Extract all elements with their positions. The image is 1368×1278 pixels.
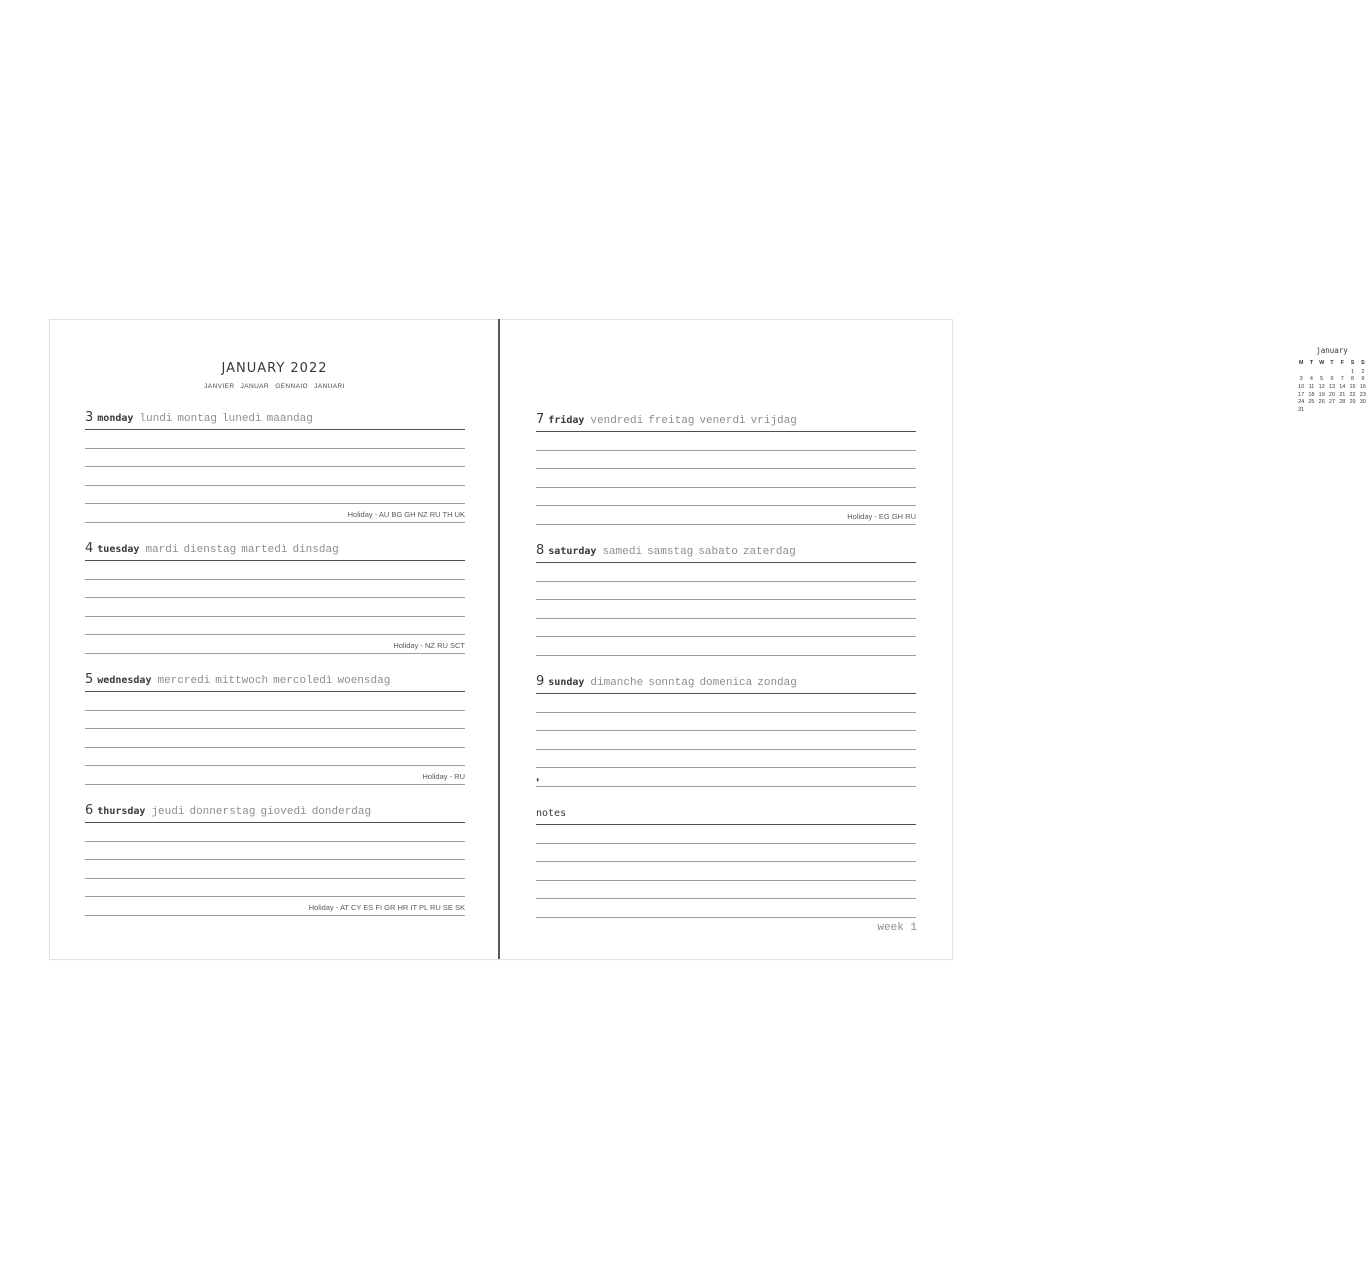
- mini-calendar-date: [1358, 406, 1368, 414]
- day-header: [85, 670, 465, 692]
- writing-line[interactable]: [85, 635, 465, 654]
- writing-line[interactable]: [536, 582, 916, 601]
- writing-line[interactable]: [536, 432, 916, 451]
- mini-calendar-date: 23: [1359, 391, 1366, 398]
- writing-line[interactable]: [536, 713, 916, 732]
- day-header: [85, 408, 465, 430]
- day-translation: dienstag: [183, 544, 237, 556]
- day-translation: maandag: [266, 413, 313, 425]
- notes-section: [536, 803, 916, 918]
- mini-calendar-date: 3: [1299, 376, 1303, 383]
- mini-calendar-date: 24: [1298, 399, 1305, 406]
- day-name: friday: [548, 415, 585, 426]
- writing-line[interactable]: [536, 506, 916, 525]
- day-translation: donderdag: [311, 806, 372, 818]
- day-header: [536, 672, 916, 694]
- writing-line[interactable]: [536, 488, 916, 507]
- mini-calendar-date: 18: [1308, 391, 1315, 398]
- day-section-monday: [85, 408, 465, 523]
- day-header: [85, 539, 465, 561]
- writing-line[interactable]: [536, 619, 916, 638]
- mini-calendar-date: [1317, 368, 1327, 376]
- day-number: 8: [536, 543, 545, 558]
- writing-line[interactable]: [85, 617, 465, 636]
- writing-line[interactable]: [85, 766, 465, 785]
- day-translation: dimanche: [590, 677, 644, 689]
- writing-line[interactable]: [536, 563, 916, 582]
- mini-calendar-weekday: S: [1361, 359, 1365, 366]
- day-translation: woensdag: [337, 675, 391, 687]
- mini-calendar-date: [1327, 406, 1337, 414]
- mini-calendar-date: 12: [1318, 383, 1325, 390]
- mini-calendar-date: 22: [1349, 391, 1356, 398]
- writing-line[interactable]: [536, 862, 916, 881]
- writing-line[interactable]: [85, 580, 465, 599]
- mini-calendar-date: [1306, 368, 1316, 376]
- mini-calendar-date: 10: [1298, 383, 1305, 390]
- day-header: [536, 541, 916, 563]
- day-name: wednesday: [97, 675, 152, 686]
- day-number: 6: [85, 803, 94, 818]
- first-quarter-moon-icon: ◐: [536, 774, 541, 784]
- mini-calendar-date: [1347, 406, 1357, 414]
- mini-calendar-date: 26: [1318, 399, 1325, 406]
- mini-calendar-date: 6: [1330, 376, 1334, 383]
- writing-line[interactable]: [85, 879, 465, 898]
- mini-calendar-date: 16: [1359, 383, 1366, 390]
- mini-calendar-date: 30: [1359, 399, 1366, 406]
- day-name: saturday: [548, 546, 597, 557]
- week-label: week 1: [877, 922, 917, 934]
- writing-line[interactable]: [85, 823, 465, 842]
- day-number: 3: [85, 410, 94, 425]
- writing-line[interactable]: [536, 825, 916, 844]
- writing-line[interactable]: [536, 451, 916, 470]
- writing-line[interactable]: [85, 430, 465, 449]
- day-translation: freitag: [648, 415, 695, 427]
- writing-line[interactable]: [85, 729, 465, 748]
- day-section-tuesday: [85, 539, 465, 654]
- mini-calendar-date: 28: [1339, 399, 1346, 406]
- month-title: JANUARY 2022: [221, 361, 328, 376]
- day-translation: dinsdag: [292, 544, 339, 556]
- mini-calendar-date: [1327, 368, 1337, 376]
- book-spine: [498, 319, 500, 959]
- right-page: [501, 320, 1366, 959]
- day-translation: lunedì: [222, 413, 262, 425]
- day-translation: vrijdag: [750, 415, 797, 427]
- writing-line[interactable]: [536, 899, 916, 918]
- holiday-note: Holiday - EG GH RU: [847, 511, 916, 521]
- left-page: [50, 320, 499, 959]
- day-translation: mittwoch: [215, 675, 269, 687]
- mini-calendar-date: [1337, 368, 1347, 376]
- mini-calendar-date: [1317, 406, 1327, 414]
- mini-calendar: [1296, 346, 1368, 414]
- mini-calendar-weekday: W: [1319, 359, 1325, 366]
- day-section-wednesday: [85, 670, 465, 785]
- day-name: monday: [97, 413, 134, 424]
- notes-header: [536, 803, 916, 825]
- day-translation: martedì: [241, 544, 288, 556]
- writing-line[interactable]: [536, 600, 916, 619]
- mini-calendar-date: 13: [1328, 383, 1336, 390]
- mini-calendar-weekday: S: [1350, 359, 1355, 366]
- day-section-saturday: [536, 541, 916, 656]
- mini-calendar-weekday: M: [1298, 359, 1304, 366]
- mini-calendar-date: 20: [1328, 391, 1336, 398]
- writing-line[interactable]: [536, 768, 916, 787]
- day-translation: mercoledì: [273, 675, 333, 687]
- holiday-note: Holiday - NZ RU SCT: [393, 640, 465, 650]
- writing-line[interactable]: [536, 469, 916, 488]
- day-translation: mercredi: [157, 675, 211, 687]
- writing-line[interactable]: [536, 637, 916, 656]
- mini-calendar-weekday: T: [1309, 359, 1314, 366]
- day-header: [85, 801, 465, 823]
- writing-line[interactable]: [536, 750, 916, 769]
- day-translation: mardi: [145, 544, 179, 556]
- holiday-note: Holiday - AU BG GH NZ RU TH UK: [347, 509, 465, 519]
- day-translation: zondag: [757, 677, 797, 689]
- day-translation: domenica: [699, 677, 753, 689]
- day-name: tuesday: [97, 544, 140, 555]
- day-translation: vendredi: [590, 415, 644, 427]
- mini-calendar-title: january: [1316, 346, 1348, 355]
- writing-line[interactable]: [85, 842, 465, 861]
- mini-calendar-grid: [1296, 357, 1368, 414]
- month-subtitle: JANVIER JANUAR GENNAIO JANUARI: [204, 383, 345, 390]
- writing-line[interactable]: [85, 504, 465, 523]
- writing-line[interactable]: [85, 748, 465, 767]
- day-translation: lundi: [139, 413, 173, 425]
- mini-calendar-date: [1296, 368, 1306, 376]
- mini-calendar-weekday: F: [1340, 359, 1344, 366]
- mini-calendar-date: 4: [1309, 376, 1313, 383]
- mini-calendar-date: 1: [1351, 368, 1355, 375]
- day-translation: sonntag: [648, 677, 695, 689]
- writing-line[interactable]: [536, 731, 916, 750]
- writing-line[interactable]: [85, 711, 465, 730]
- writing-line[interactable]: [85, 692, 465, 711]
- mini-calendar-date: [1337, 406, 1347, 414]
- mini-calendar-date: 5: [1320, 376, 1324, 383]
- day-number: 5: [85, 672, 94, 687]
- mini-calendar-date: 17: [1298, 391, 1305, 398]
- mini-calendar-date: 31: [1298, 406, 1305, 413]
- mini-calendar-date: 29: [1349, 399, 1356, 406]
- mini-calendar-date: 2: [1361, 368, 1365, 375]
- notes-label: notes: [536, 808, 567, 819]
- mini-calendar-date: 15: [1349, 383, 1356, 390]
- mini-calendar-date: 25: [1308, 399, 1315, 406]
- day-section-friday: [536, 410, 916, 525]
- day-translation: samedi: [602, 546, 643, 558]
- day-translation: zaterdag: [742, 546, 796, 558]
- planner-spread: [49, 319, 1366, 960]
- mini-calendar-date: 7: [1340, 376, 1344, 383]
- day-number: 9: [536, 674, 545, 689]
- writing-line[interactable]: [536, 881, 916, 900]
- writing-line[interactable]: [85, 897, 465, 916]
- day-section-thursday: [85, 801, 465, 916]
- holiday-note: Holiday - AT CY ES FI GR HR IT PL RU SE SK: [308, 902, 465, 912]
- mini-calendar-weekday: T: [1330, 359, 1334, 366]
- day-translation: samstag: [647, 546, 694, 558]
- day-name: sunday: [548, 677, 585, 688]
- writing-line[interactable]: [85, 561, 465, 580]
- writing-line[interactable]: [85, 486, 465, 505]
- day-translation: sabato: [698, 546, 738, 558]
- writing-line[interactable]: [85, 598, 465, 617]
- mini-calendar-date: 14: [1339, 383, 1346, 390]
- day-name: thursday: [97, 806, 146, 817]
- writing-line[interactable]: [536, 844, 916, 863]
- writing-line[interactable]: [85, 860, 465, 879]
- mini-calendar-date: 9: [1361, 376, 1365, 383]
- writing-line[interactable]: [536, 694, 916, 713]
- holiday-note: Holiday - RU: [422, 771, 465, 781]
- writing-line[interactable]: [85, 449, 465, 468]
- day-translation: venerdì: [699, 415, 746, 427]
- day-number: 7: [536, 412, 545, 427]
- day-number: 4: [85, 541, 94, 556]
- day-header: [536, 410, 916, 432]
- day-translation: donnerstag: [189, 806, 256, 818]
- mini-calendar-date: 8: [1351, 376, 1355, 383]
- day-translation: montag: [177, 413, 218, 425]
- mini-calendar-date: 21: [1339, 391, 1346, 398]
- day-translation: jeudi: [151, 806, 185, 818]
- writing-line[interactable]: [85, 467, 465, 486]
- day-translation: giovedì: [260, 806, 307, 818]
- mini-calendar-date: [1306, 406, 1316, 414]
- mini-calendar-date: 11: [1308, 383, 1315, 390]
- day-section-sunday: [536, 672, 916, 787]
- mini-calendar-date: 27: [1328, 399, 1336, 406]
- mini-calendar-date: 19: [1318, 391, 1325, 398]
